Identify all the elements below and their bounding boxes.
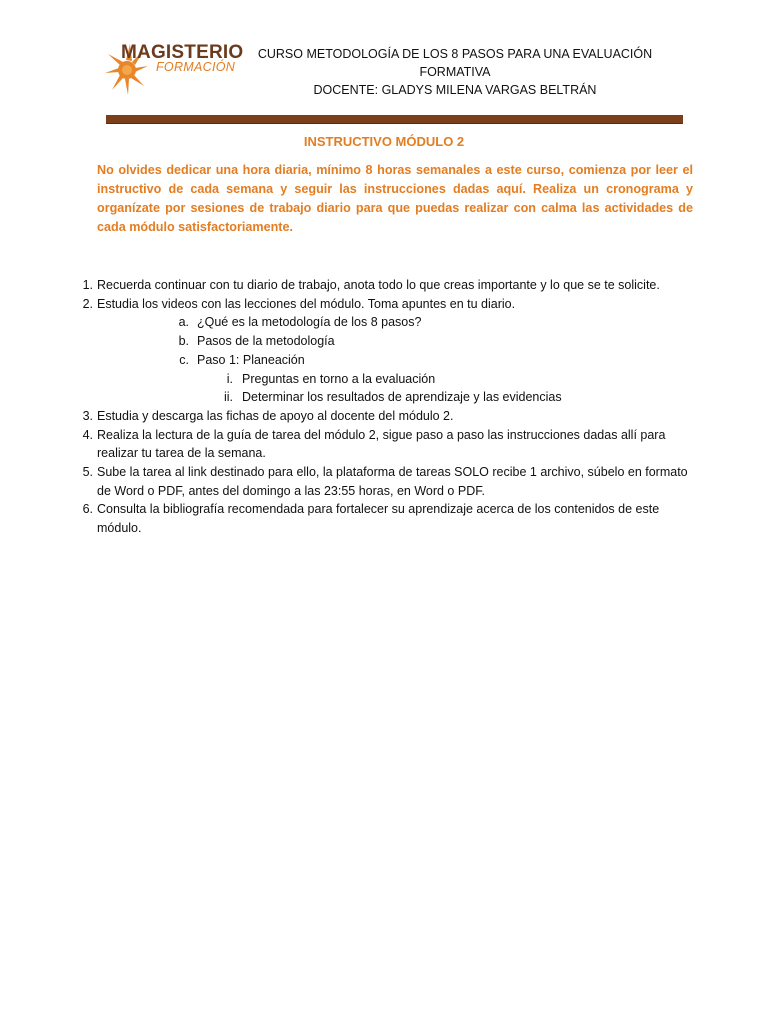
list-item [82,463,697,500]
list-number: 1. [82,278,93,292]
list-item-text: Consulta la bibliografía recomendada para fortalecer su aprendizaje acerca de los contenidos de este módulo. [97,502,660,536]
list-item [82,276,697,295]
list-number: ii. [223,390,233,405]
list-item [82,407,697,426]
intro-paragraph: No olvides dedicar una hora diaria, mínimo 8 horas semanales a este curso, comienza por leer el instructivo de cada semana y seguir las instrucciones dadas aquí. Realiza un cronograma y organízate por sesiones de trabajo diario para que puedas realizar con calma las actividades de cada módulo satisfactoriamente. [97,163,693,234]
sub-sub-list-item [97,370,697,389]
sub-list-item [97,351,697,370]
course-header [255,45,655,99]
list-item-text: Estudia los videos con las lecciones del módulo. Toma apuntes en tu diario. [97,296,516,311]
list-number: 2. [82,296,93,311]
list-number: b. [178,334,189,349]
list-number: 5. [82,465,93,480]
list-item [82,426,697,463]
list-item [82,500,697,537]
list-item-text: ¿Qué es la metodología de los 8 pasos? [197,315,422,330]
sub-list-item [97,332,697,351]
list-item-text: Realiza la lectura de la guía de tarea del módulo 2, sigue paso a paso las instrucciones dadas allí para realizar tu tarea de la semana. [97,427,666,461]
course-title-line2: FORMATIVA [419,65,491,79]
list-number: 6. [82,502,93,517]
list-number: 4. [82,427,93,442]
list-number: a. [178,315,189,330]
sub-list-item [97,313,697,332]
page-title: INSTRUCTIVO MÓDULO 2 [303,134,465,149]
teacher-line: DOCENTE: GLADYS MILENA VARGAS BELTRÁN [313,83,597,97]
list-item-text: Preguntas en torno a la evaluación [242,371,436,386]
list-number: 3. [82,408,93,423]
course-title-line1: CURSO METODOLOGÍA DE LOS 8 PASOS PARA UNA EVALUACIÓN [257,47,653,61]
magisterio-logo [104,38,244,98]
list-item-text: Paso 1: Planeación [197,352,305,367]
list-item [82,295,697,314]
list-item-text: Pasos de la metodología [197,334,335,349]
list-item-text: Recuerda continuar con tu diario de trabajo, anota todo lo que creas importante y lo que se te solicite. [97,278,660,292]
list-item-text: Determinar los resultados de aprendizaje y las evidencias [242,390,562,405]
sub-sub-list-item [97,388,697,407]
logo-wordmark: MAGISTERIO [121,42,244,63]
list-number: c. [179,352,189,367]
list-item-text: Sube la tarea al link destinado para ello, la plataforma de tareas SOLO recibe 1 archivo, súbelo en formato de Word o PDF, antes del domingo a las 23:55 horas, en Word o PDF. [97,465,688,498]
logo-subtitle: FORMACIÓN [156,60,236,74]
list-item-text: Estudia y descarga las fichas de apoyo al docente del módulo 2. [97,408,454,423]
header-divider [106,115,683,124]
list-number: i. [226,371,233,386]
instruction-list [82,276,697,538]
